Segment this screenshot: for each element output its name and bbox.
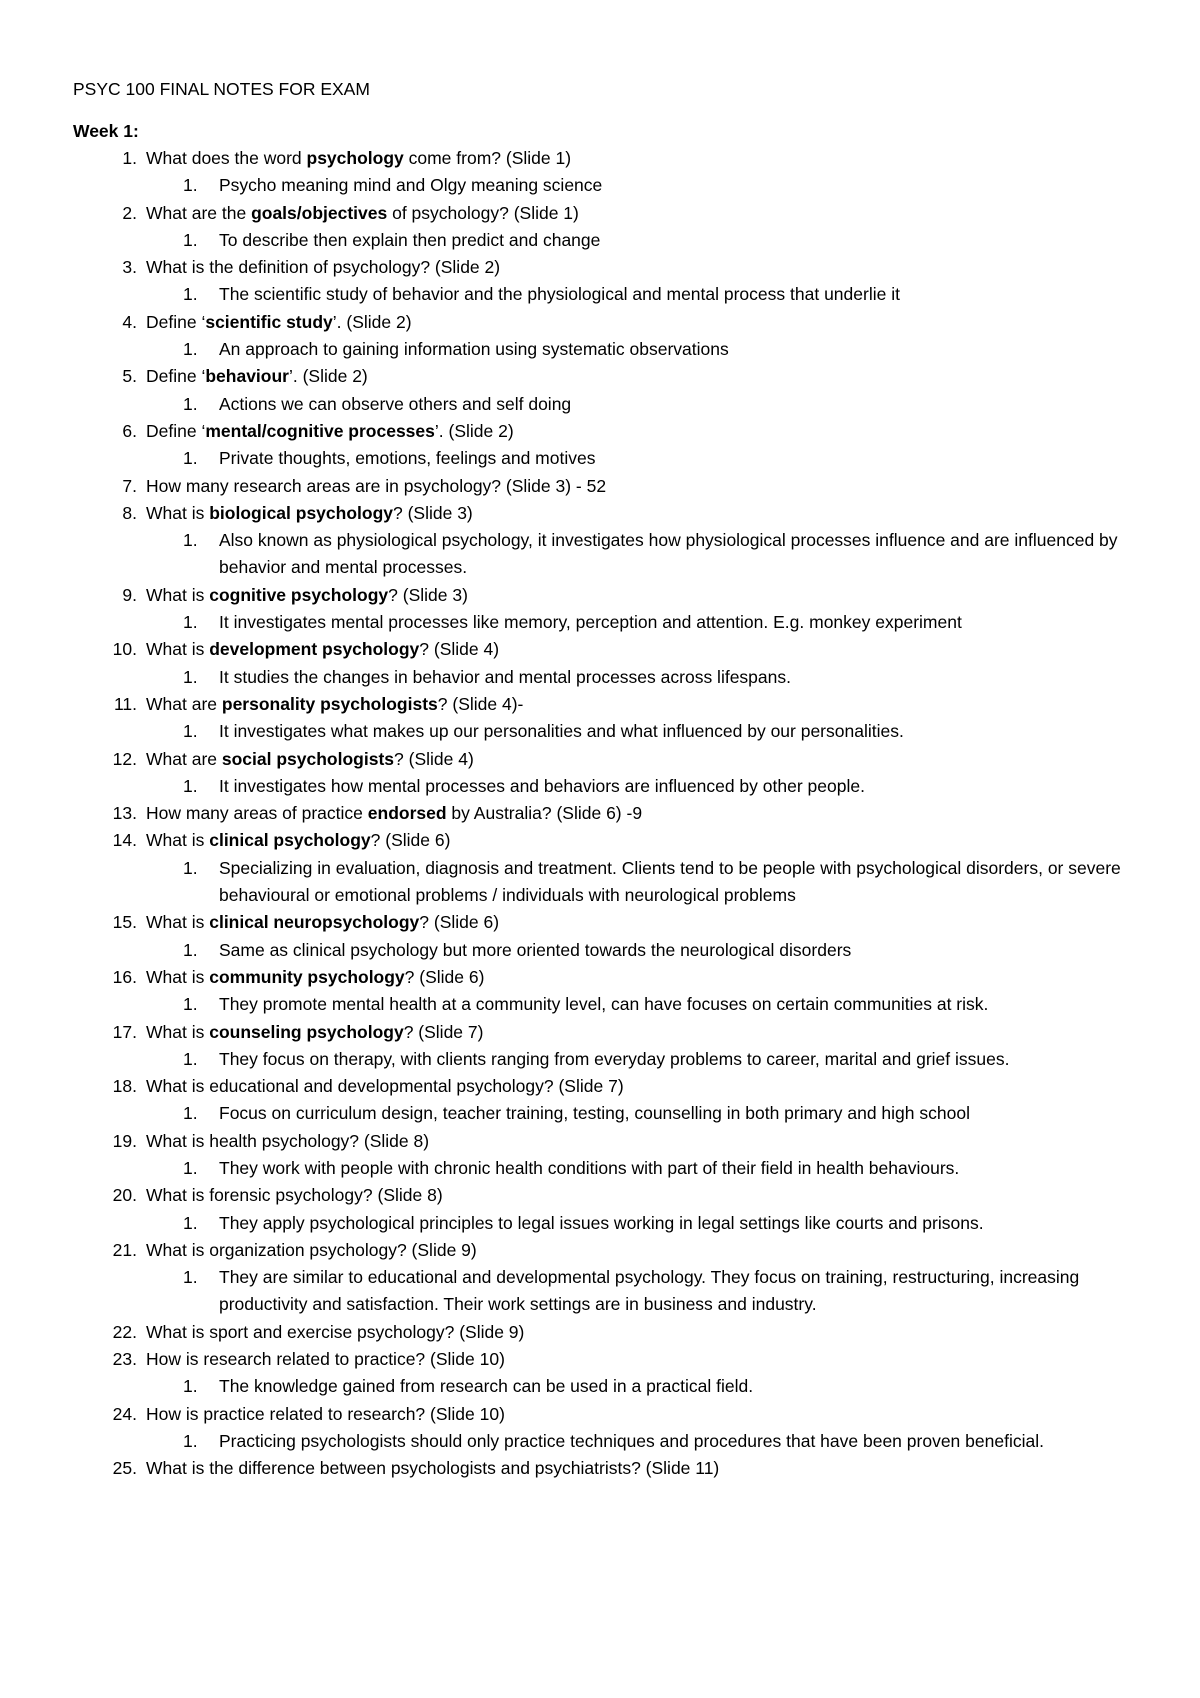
question-number: 18. [112, 1076, 137, 1097]
answer-text: It studies the changes in behavior and mental processes across lifespans. [219, 666, 791, 687]
question-text-segment: What are [146, 693, 222, 714]
question-text-segment: ? (Slide 3) [388, 584, 468, 605]
question-text-segment: What is educational and developmental psychology? (Slide 7) [146, 1076, 624, 1097]
answer-text: Psycho meaning mind and Olgy meaning science [219, 175, 603, 196]
question-text [146, 1185, 443, 1205]
answer-text: It investigates mental processes like memory, perception and attention. E.g. monkey experiment [219, 612, 962, 633]
question-text-segment: Define ‘ [146, 366, 206, 387]
answer-text: Practicing psychologists should only practice techniques and procedures that have been proven beneficial. [219, 1430, 1044, 1451]
question-text-segment: How many areas of practice [146, 803, 368, 824]
question-text-segment: What are [146, 748, 222, 769]
question-text-segment: How is practice related to research? (Slide 10) [146, 1403, 505, 1424]
question-text-segment: by Australia? (Slide 6) -9 [446, 803, 643, 824]
question-number: 8. [122, 502, 137, 523]
question-text-segment: What is health psychology? (Slide 8) [146, 1130, 430, 1151]
question-text [146, 1131, 429, 1151]
question-item [73, 473, 1140, 500]
answer-number: 1. [183, 1048, 198, 1069]
answer-item [73, 1210, 1140, 1237]
answer-number: 1. [183, 857, 198, 878]
question-item [73, 500, 1140, 582]
question-keyword: scientific study [205, 311, 333, 332]
question-keyword: cognitive psychology [209, 584, 389, 605]
question-number: 21. [112, 1239, 137, 1260]
answer-text: Same as clinical psychology but more oriented towards the neurological disorders [219, 939, 852, 960]
question-number: 1. [122, 148, 137, 168]
answer-number: 1. [183, 612, 198, 633]
answer-item [73, 391, 1140, 418]
question-text [146, 967, 484, 987]
question-text-segment: What is organization psychology? (Slide 9) [146, 1239, 477, 1260]
answer-text: Specializing in evaluation, diagnosis and treatment. Clients tend to be people with psychological disorders, or severe behavioural or emotional problems / individuals with neurological problems [219, 857, 1121, 906]
question-number: 12. [112, 748, 137, 769]
answer-item [73, 281, 1140, 308]
question-item [73, 582, 1140, 637]
answer-text: It investigates what makes up our personalities and what influenced by our personalities. [219, 721, 904, 742]
answer-text: Also known as physiological psychology, it investigates how physiological processes influence and are influenced by behavior and mental processes. [219, 530, 1118, 578]
question-keyword: community psychology [209, 966, 405, 987]
answer-number: 1. [183, 175, 198, 196]
question-text [146, 503, 473, 523]
answer-number: 1. [183, 1212, 198, 1233]
question-text-segment: What is [146, 830, 210, 851]
question-item [73, 1346, 1140, 1401]
answer-text: They are similar to educational and developmental psychology. They focus on training, restructuring, increasing productivity and satisfaction. Their work settings are in business and industry. [219, 1267, 1080, 1315]
question-text-segment: What is the definition of psychology? (Slide 2) [146, 257, 501, 278]
question-text [146, 749, 474, 769]
question-text [146, 257, 500, 277]
question-item [73, 254, 1140, 309]
answer-text: Focus on curriculum design, teacher training, testing, counselling in both primary and high school [219, 1103, 970, 1124]
question-text-segment: What does the word [146, 148, 307, 168]
question-text-segment: ? (Slide 4)- [437, 693, 524, 714]
answer-item [73, 937, 1140, 964]
question-item [73, 1401, 1140, 1456]
question-item [73, 800, 1140, 827]
question-item [73, 746, 1140, 801]
question-text-segment: What is [146, 584, 210, 605]
answer-item [73, 445, 1140, 472]
question-number: 3. [122, 257, 137, 278]
answer-text: The knowledge gained from research can be used in a practical field. [219, 1376, 754, 1397]
answer-item [73, 227, 1140, 254]
answer-text: To describe then explain then predict and change [219, 229, 601, 250]
question-keyword: endorsed [367, 803, 447, 824]
question-text [146, 1240, 477, 1260]
answer-text: It investigates how mental processes and behaviors are influenced by other people. [219, 775, 865, 796]
answer-number: 1. [183, 775, 198, 796]
answer-item [73, 527, 1140, 582]
answer-item [73, 773, 1140, 800]
question-text-segment: ? (Slide 7) [403, 1021, 484, 1042]
answer-text: The scientific study of behavior and the physiological and mental process that underlie it [219, 284, 900, 305]
answer-item [73, 991, 1140, 1018]
question-text-segment: ? (Slide 6) [404, 966, 485, 987]
question-text-segment: What is the difference between psychologists and psychiatrists? (Slide 11) [146, 1458, 720, 1479]
question-text [146, 1458, 719, 1478]
question-text [146, 830, 450, 850]
question-number: 10. [112, 639, 137, 660]
question-keyword: social psychologists [221, 748, 395, 769]
answer-number: 1. [183, 530, 198, 551]
question-keyword: clinical psychology [209, 830, 371, 851]
question-text [146, 476, 606, 496]
question-number: 5. [122, 366, 137, 387]
question-keyword: clinical neuropsychology [209, 912, 420, 933]
answer-number: 1. [183, 393, 198, 414]
answer-item [73, 336, 1140, 363]
question-number: 13. [112, 803, 137, 824]
question-item [73, 827, 1140, 909]
answer-text: Private thoughts, emotions, feelings and motives [219, 448, 596, 469]
question-number: 22. [112, 1321, 137, 1342]
question-text [146, 639, 499, 659]
question-number: 20. [112, 1185, 137, 1206]
question-item [73, 636, 1140, 691]
question-text [146, 912, 499, 932]
question-text [146, 366, 368, 386]
question-keyword: psychology [306, 148, 404, 168]
question-text [146, 1076, 624, 1096]
answer-item [73, 1428, 1140, 1455]
answer-number: 1. [183, 939, 198, 960]
question-item [73, 909, 1140, 964]
question-item [73, 200, 1140, 255]
answer-text: They work with people with chronic health conditions with part of their field in health behaviours. [219, 1157, 960, 1178]
answer-item [73, 855, 1140, 910]
question-text-segment: of psychology? (Slide 1) [387, 202, 579, 223]
question-keyword: biological psychology [209, 502, 393, 523]
question-number: 16. [112, 966, 137, 987]
question-text-segment: ’. (Slide 2) [332, 311, 412, 332]
question-number: 23. [112, 1349, 137, 1370]
question-text-segment: What is [146, 502, 210, 523]
answer-text: Actions we can observe others and self doing [219, 393, 572, 414]
question-keyword: mental/cognitive processes [205, 420, 435, 441]
answer-number: 1. [183, 448, 198, 469]
question-item [73, 1319, 1140, 1346]
answer-text: They apply psychological principles to legal issues working in legal settings like courts and prisons. [219, 1212, 984, 1233]
question-item [73, 1128, 1140, 1183]
answer-number: 1. [183, 229, 198, 250]
answer-number: 1. [183, 1376, 198, 1397]
question-text [146, 694, 523, 714]
answer-item [73, 1100, 1140, 1127]
question-text-segment: What is forensic psychology? (Slide 8) [146, 1185, 443, 1206]
question-number: 15. [112, 912, 137, 933]
question-text-segment: Define ‘ [146, 420, 206, 441]
question-item [73, 418, 1140, 473]
question-number: 4. [122, 311, 137, 332]
answer-item [73, 1373, 1140, 1400]
question-item [73, 1455, 1140, 1482]
question-text-segment: What is [146, 912, 210, 933]
question-number: 2. [122, 202, 137, 223]
answer-text: They promote mental health at a community level, can have focuses on certain communities at risk. [219, 994, 989, 1015]
week-heading: Week 1: [73, 121, 139, 141]
question-number: 19. [112, 1130, 137, 1151]
question-item [73, 1182, 1140, 1237]
question-keyword: personality psychologists [221, 693, 438, 714]
question-text-segment: How is research related to practice? (Slide 10) [146, 1349, 505, 1370]
question-text [146, 421, 514, 441]
question-text [146, 1322, 524, 1342]
question-item [73, 691, 1140, 746]
question-text [146, 1404, 505, 1424]
question-text [146, 585, 468, 605]
answer-number: 1. [183, 1267, 198, 1288]
answer-number: 1. [183, 1430, 198, 1451]
question-text-segment: ? (Slide 3) [393, 502, 473, 523]
question-number: 6. [122, 420, 137, 441]
question-text-segment: ’. (Slide 2) [288, 366, 368, 387]
question-text [146, 148, 571, 168]
question-number: 24. [112, 1403, 137, 1424]
question-item [73, 964, 1140, 1019]
document-title: PSYC 100 FINAL NOTES FOR EXAM [73, 79, 370, 99]
question-number: 25. [112, 1458, 137, 1479]
answer-item [73, 172, 1140, 199]
question-number: 11. [113, 693, 137, 714]
question-list [73, 145, 1140, 1483]
answer-item [73, 1264, 1140, 1319]
answer-text: They focus on therapy, with clients ranging from everyday problems to career, marital and grief issues. [219, 1048, 1010, 1069]
answer-number: 1. [183, 666, 198, 687]
question-text [146, 803, 642, 823]
question-text-segment: ’. (Slide 2) [434, 420, 514, 441]
question-text [146, 1349, 505, 1369]
answer-item [73, 1046, 1140, 1073]
question-text-segment: ? (Slide 6) [419, 912, 500, 933]
answer-item [73, 609, 1140, 636]
question-text-segment: come from? (Slide 1) [403, 148, 572, 168]
question-text [146, 1022, 483, 1042]
question-text-segment: How many research areas are in psychology? (Slide 3) - 52 [146, 475, 607, 496]
question-text [146, 203, 579, 223]
question-keyword: goals/objectives [251, 202, 388, 223]
question-number: 14. [112, 830, 137, 851]
question-item [73, 309, 1140, 364]
question-number: 9. [122, 584, 137, 605]
answer-number: 1. [183, 1103, 198, 1124]
question-keyword: counseling psychology [209, 1021, 404, 1042]
answer-item [73, 1155, 1140, 1182]
question-number: 7. [122, 475, 137, 496]
answer-number: 1. [183, 1157, 198, 1178]
answer-item [73, 664, 1140, 691]
question-number: 17. [112, 1021, 137, 1042]
answer-number: 1. [183, 284, 198, 305]
question-item [73, 1019, 1140, 1074]
question-text-segment: ? (Slide 4) [419, 639, 500, 660]
answer-number: 1. [183, 339, 198, 360]
question-text-segment: Define ‘ [146, 311, 206, 332]
question-text-segment: What are the [146, 202, 252, 223]
question-text-segment: What is [146, 966, 210, 987]
answer-number: 1. [183, 994, 198, 1015]
answer-item [73, 718, 1140, 745]
answer-number: 1. [183, 721, 198, 742]
answer-text: An approach to gaining information using systematic observations [219, 339, 729, 360]
question-text-segment: What is sport and exercise psychology? (Slide 9) [146, 1321, 525, 1342]
question-text-segment: What is [146, 639, 210, 660]
question-text-segment: ? (Slide 4) [394, 748, 474, 769]
question-item [73, 1237, 1140, 1319]
question-keyword: behaviour [205, 366, 289, 387]
question-text-segment: What is [146, 1021, 210, 1042]
question-text [146, 312, 412, 332]
question-item [73, 363, 1140, 418]
question-item [73, 1073, 1140, 1128]
question-text-segment: ? (Slide 6) [370, 830, 451, 851]
question-keyword: development psychology [209, 639, 420, 660]
question-item [73, 145, 1140, 200]
